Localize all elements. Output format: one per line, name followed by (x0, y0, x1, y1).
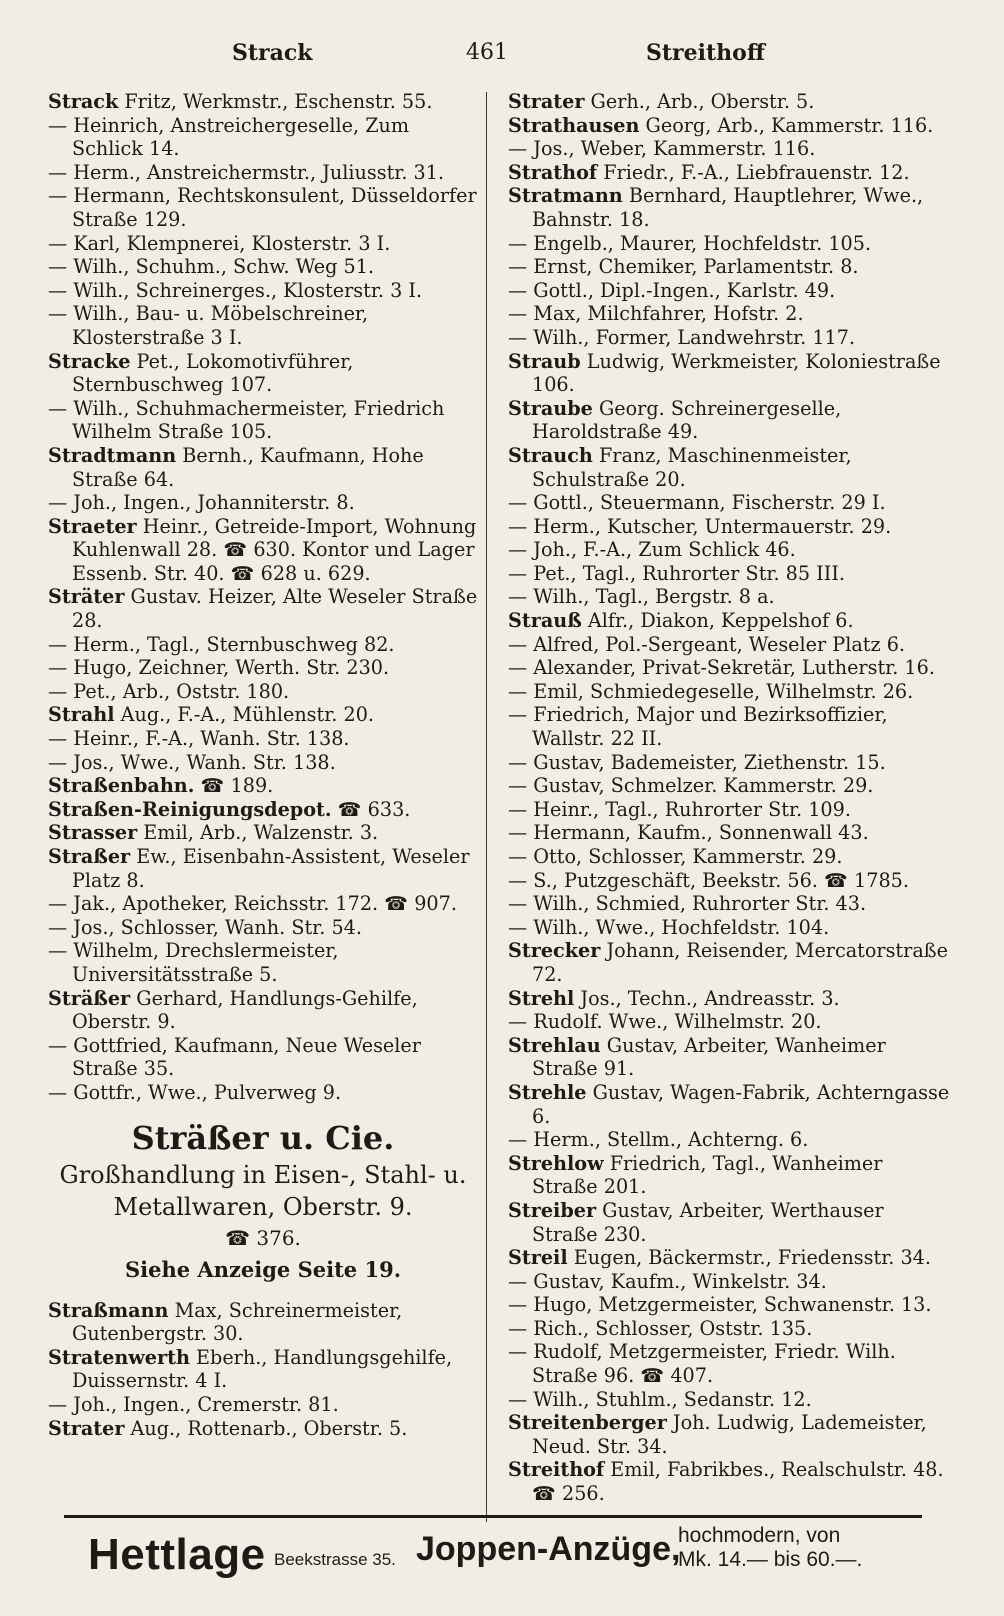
entry-details: — Joh., Ingen., Johanniterstr. 8. (48, 491, 355, 515)
entry-details: — Wilh., Schmied, Ruhrorter Str. 43. (508, 892, 867, 916)
entry-surname: Sträßer (48, 986, 131, 1010)
entry-details: — Joh., Ingen., Cremerstr. 81. (48, 1392, 339, 1416)
directory-entry (48, 703, 478, 727)
directory-entry (508, 1010, 953, 1034)
entry-details: — Wilh., Wwe., Hochfeldstr. 104. (508, 915, 830, 939)
ad-line-2: Metallwaren, Oberstr. 9. (113, 1192, 413, 1221)
entry-details: — Gustav, Bademeister, Ziethenstr. 15. (508, 750, 886, 774)
directory-entry (508, 279, 953, 303)
entry-details: — Pet., Tagl., Ruhrorter Str. 85 III. (508, 561, 846, 585)
entry-details: — Heinrich, Anstreichergeselle, Zum Schlick 14. (48, 113, 410, 161)
footer-side-text (678, 1524, 862, 1572)
directory-entry (48, 161, 478, 185)
right-entries (508, 90, 953, 1506)
entry-details: — Herm., Kutscher, Untermauerstr. 29. (508, 514, 892, 538)
entry-details: — Rudolf. Wwe., Wilhelmstr. 20. (508, 1010, 822, 1034)
left-entries (48, 90, 478, 1105)
ad-line-1: Großhandlung in Eisen-, Stahl- u. (59, 1160, 467, 1189)
entry-details: — Herm., Anstreichermstr., Juliusstr. 31. (48, 160, 445, 184)
directory-entry (48, 585, 478, 632)
directory-entry (508, 515, 953, 539)
entry-details: — Wilhelm, Drechslermeister, Universitätsstraße 5. (48, 939, 339, 986)
directory-entry (508, 680, 953, 704)
right-column (508, 90, 953, 1506)
directory-entry (508, 397, 953, 444)
entry-details: ☎ 189. (194, 774, 274, 798)
entry-surname: Strahl (48, 703, 115, 727)
running-head-left: Strack (232, 40, 313, 66)
directory-entry (508, 609, 953, 633)
entry-surname: Strecker (508, 939, 601, 963)
entry-details: — Jos., Wwe., Wanh. Str. 138. (48, 750, 336, 774)
directory-entry (48, 774, 478, 798)
entry-details: — Alexander, Privat-Sekretär, Lutherstr. 16. (508, 656, 935, 680)
entry-details: — Jak., Apotheker, Reichsstr. 172. ☎ 907. (48, 892, 457, 916)
entry-details: Emil, Arb., Walzenstr. 3. (137, 821, 379, 845)
entry-details: Ludwig, Werkmeister, Koloniestraße 106. (532, 349, 941, 397)
directory-entry (48, 798, 478, 822)
directory-entry (508, 1034, 953, 1081)
entry-details: Bernh., Kaufmann, Hohe Straße 64. (72, 443, 424, 491)
directory-entry (48, 350, 478, 397)
directory-entry (508, 491, 953, 515)
entry-details: — Engelb., Maurer, Hochfeldstr. 105. (508, 231, 872, 255)
entry-surname: Stratenwerth (48, 1345, 190, 1369)
directory-entry (48, 987, 478, 1034)
directory-entry (48, 680, 478, 704)
entry-surname: Sträter (48, 585, 125, 609)
entry-details: — Heinr., F.-A., Wanh. Str. 138. (48, 727, 350, 751)
entry-details: — Hermann, Rechtskonsulent, Düsseldorfer Straße 129. (48, 184, 477, 231)
directory-entry (508, 538, 953, 562)
directory-entry (48, 302, 478, 349)
entry-details: — Wilh., Schuhm., Schw. Weg 51. (48, 255, 375, 279)
entry-details: Aug., F.-A., Mühlenstr. 20. (114, 703, 375, 727)
directory-entry (508, 916, 953, 940)
advertisement (48, 1117, 478, 1285)
entry-details: Bernhard, Hauptlehrer, Wwe., Bahnstr. 18. (532, 184, 924, 231)
entry-surname: Strauch (508, 443, 593, 467)
directory-entry (508, 1317, 953, 1341)
directory-entry (508, 821, 953, 845)
directory-entry (508, 1246, 953, 1270)
entry-surname: Strauß (508, 609, 582, 633)
entry-details: Georg, Arb., Kammerstr. 116. (639, 113, 934, 137)
entry-details: — Friedrich, Major und Bezirksoffizier, Wallstr. 22 II. (508, 703, 888, 751)
ad-phone: ☎ 376. (225, 1225, 301, 1250)
directory-entry (508, 1152, 953, 1199)
directory-entry (508, 1388, 953, 1412)
entry-details: — Karl, Klempnerei, Klosterstr. 3 I. (48, 231, 391, 255)
entry-surname: Strater (508, 90, 585, 113)
directory-entry (48, 727, 478, 751)
entry-details: — Alfred, Pol.-Sergeant, Weseler Platz 6. (508, 632, 905, 656)
entry-details: — Herm., Stellm., Achterng. 6. (508, 1128, 809, 1152)
entry-surname: Stradtmann (48, 443, 177, 467)
directory-entry (508, 892, 953, 916)
left-column (48, 90, 478, 1440)
directory-entry (48, 515, 478, 586)
footer-side-line-2: Mk. 14.— bis 60.—. (678, 1548, 863, 1571)
entry-details: — Wilh., Schuhmachermeister, Friedrich Wilhelm Straße 105. (48, 396, 445, 444)
directory-entry (508, 562, 953, 586)
entry-details: — S., Putzgeschäft, Beekstr. 56. ☎ 1785. (508, 868, 909, 892)
directory-entry (48, 397, 478, 444)
directory-entry (48, 845, 478, 892)
entry-details: — Herm., Tagl., Sternbuschweg 82. (48, 632, 395, 656)
entry-surname: Strehlow (508, 1151, 604, 1175)
directory-entry (508, 798, 953, 822)
entry-surname: Streitenberger (508, 1411, 667, 1435)
entry-details: Gerh., Arb., Oberstr. 5. (584, 90, 815, 113)
directory-entry (508, 326, 953, 350)
directory-entry (48, 1081, 478, 1105)
entry-details: Emil, Fabrikbes., Realschulstr. 48. ☎ 256. (532, 1458, 944, 1506)
directory-entry (48, 1393, 478, 1417)
directory-entry (48, 1346, 478, 1393)
directory-entry (48, 255, 478, 279)
ad-title: Sträßer u. Cie. (131, 1118, 395, 1157)
directory-entry (48, 444, 478, 491)
entry-details: — Joh., F.-A., Zum Schlick 46. (508, 538, 796, 562)
entry-details: Franz, Maschinenmeister, Schulstraße 20. (532, 443, 852, 491)
entry-surname: Strasser (48, 821, 138, 845)
directory-entry (48, 232, 478, 256)
entry-details: Aug., Rottenarb., Oberstr. 5. (124, 1416, 408, 1440)
entry-surname: Strehle (508, 1080, 587, 1104)
directory-entry (48, 184, 478, 231)
directory-entry (48, 939, 478, 986)
directory-entry (508, 1081, 953, 1128)
entry-details: — Gottfried, Kaufmann, Neue Weseler Straße 35. (48, 1033, 421, 1081)
entry-details: — Wilh., Tagl., Bergstr. 8 a. (508, 585, 775, 609)
entry-details: — Wilh., Schreinerges., Klosterstr. 3 I. (48, 278, 423, 302)
directory-entry (508, 774, 953, 798)
directory-entry (508, 444, 953, 491)
entry-details: — Gottl., Steuermann, Fischerstr. 29 I. (508, 491, 886, 515)
entry-details: Eberh., Handlungsgehilfe, Duissernstr. 4 I. (72, 1345, 453, 1393)
entry-details: — Rich., Schlosser, Oststr. 135. (508, 1316, 813, 1340)
entry-details: — Gustav, Schmelzer. Kammerstr. 29. (508, 774, 874, 798)
entry-details: Gustav, Wagen-Fabrik, Achterngasse 6. (532, 1080, 950, 1128)
entry-surname: Straßmann (48, 1298, 169, 1322)
directory-entry (508, 1411, 953, 1458)
directory-entry (508, 184, 953, 231)
entry-surname: Straßen-Reinigungsdepot. (48, 797, 332, 821)
entry-details: — Ernst, Chemiker, Parlamentstr. 8. (508, 255, 859, 279)
directory-entry (508, 1199, 953, 1246)
entry-details: — Wilh., Stuhlm., Sedanstr. 12. (508, 1387, 812, 1411)
entry-details: Alfr., Diakon, Keppelshof 6. (581, 609, 854, 633)
footer-advertisement (88, 1524, 928, 1594)
directory-entry (48, 916, 478, 940)
entry-surname: Streil (508, 1246, 568, 1270)
directory-entry (508, 1128, 953, 1152)
directory-entry (508, 114, 953, 138)
entry-details: Johann, Reisender, Mercatorstraße 72. (532, 939, 948, 986)
entry-surname: Straub (508, 349, 581, 373)
entry-details: ☎ 633. (331, 797, 411, 821)
entry-surname: Strathausen (508, 113, 640, 137)
footer-brand: Hettlage (88, 1530, 266, 1579)
entry-details: — Gottl., Dipl.-Ingen., Karlstr. 49. (508, 278, 836, 302)
entry-details: — Hugo, Metzgermeister, Schwanenstr. 13. (508, 1293, 932, 1317)
entry-details: — Otto, Schlosser, Kammerstr. 29. (508, 845, 843, 868)
directory-entry (508, 585, 953, 609)
directory-entry (508, 656, 953, 680)
entry-surname: Stratmann (508, 184, 623, 208)
entry-details: Ew., Eisenbahn-Assistent, Weseler Platz 8. (72, 845, 470, 892)
directory-entry (508, 1458, 953, 1505)
entry-details: Georg. Schreinergeselle, Haroldstraße 49. (532, 396, 842, 444)
entry-surname: Straßenbahn. (48, 774, 195, 798)
entry-details: Jos., Techn., Andreasstr. 3. (574, 986, 840, 1010)
column-divider (486, 92, 487, 1522)
directory-entry (508, 161, 953, 185)
directory-entry (508, 633, 953, 657)
entry-surname: Stracke (48, 349, 131, 373)
entry-details: Max, Schreinermeister, Gutenbergstr. 30. (72, 1298, 403, 1346)
directory-entry (508, 1340, 953, 1387)
entry-surname: Strehlau (508, 1033, 601, 1057)
entry-details: — Wilh., Bau- u. Möbelschreiner, Klosterstraße 3 I. (48, 302, 369, 349)
entry-surname: Strehl (508, 986, 575, 1010)
directory-entry (48, 90, 478, 114)
entry-details: — Hugo, Zeichner, Werth. Str. 230. (48, 656, 390, 680)
entry-details: — Jos., Schlosser, Wanh. Str. 54. (48, 915, 362, 939)
directory-entry (48, 656, 478, 680)
directory-entry (508, 350, 953, 397)
entry-details: Friedrich, Tagl., Wanheimer Straße 201. (532, 1151, 883, 1199)
entry-details: Gustav, Arbeiter, Werthauser Straße 230. (532, 1198, 884, 1246)
directory-entry (508, 845, 953, 869)
entry-details: — Rudolf, Metzgermeister, Friedr. Wilh. Straße 96. ☎ 407. (508, 1340, 896, 1388)
directory-entry (508, 137, 953, 161)
directory-entry (508, 751, 953, 775)
entry-surname: Streiber (508, 1198, 597, 1222)
directory-entry (48, 114, 478, 161)
entry-details: Gustav. Heizer, Alte Weseler Straße 28. (72, 585, 478, 633)
directory-entry (508, 869, 953, 893)
entry-details: Joh. Ludwig, Lademeister, Neud. Str. 34. (532, 1411, 927, 1458)
directory-entry (508, 90, 953, 114)
entry-surname: Straeter (48, 514, 137, 538)
directory-entry (508, 987, 953, 1011)
directory-entry (508, 232, 953, 256)
directory-entry (48, 279, 478, 303)
running-head-right: Streithoff (646, 40, 765, 66)
directory-entry (48, 633, 478, 657)
entry-details: — Wilh., Former, Landwehrstr. 117. (508, 325, 856, 349)
entry-details: Eugen, Bäckermstr., Friedensstr. 34. (567, 1246, 931, 1270)
entry-details: — Emil, Schmiedegeselle, Wilhelmstr. 26. (508, 679, 914, 703)
entry-details: — Hermann, Kaufm., Sonnenwall 43. (508, 821, 869, 845)
entry-details: — Max, Milchfahrer, Hofstr. 2. (508, 302, 804, 326)
entry-details: — Gottfr., Wwe., Pulverweg 9. (48, 1080, 342, 1104)
directory-entry (508, 255, 953, 279)
entry-details: — Gustav, Kaufm., Winkelstr. 34. (508, 1269, 827, 1293)
entry-surname: Streithof (508, 1458, 605, 1482)
ad-reference: Siehe Anzeige Seite 19. (124, 1256, 402, 1282)
directory-entry (48, 751, 478, 775)
entry-details: — Pet., Arb., Oststr. 180. (48, 679, 290, 703)
entry-surname: Straßer (48, 845, 131, 868)
directory-entry (48, 491, 478, 515)
left-entries-after (48, 1299, 478, 1441)
entry-details: — Heinr., Tagl., Ruhrorter Str. 109. (508, 797, 851, 821)
directory-entry (508, 703, 953, 750)
directory-entry (48, 1417, 478, 1441)
directory-entry (48, 821, 478, 845)
footer-side-line-1: hochmodern, von (678, 1524, 841, 1547)
entry-surname: Strack (48, 90, 119, 113)
entry-details: Gustav, Arbeiter, Wanheimer Straße 91. (532, 1033, 886, 1081)
entry-details: Heinr., Getreide-Import, Wohnung Kuhlenwall 28. ☎ 630. Kontor und Lager Essenb. Str. 40. ☎ 628 u. 629. (72, 514, 477, 585)
entry-details: Fritz, Werkmstr., Eschenstr. 55. (118, 90, 433, 113)
entry-details: Gerhard, Handlungs-Gehilfe, Oberstr. 9. (72, 986, 418, 1034)
entry-details: Pet., Lokomotivführer, Sternbuschweg 107. (72, 349, 354, 397)
entry-details: — Jos., Weber, Kammerstr. 116. (508, 137, 816, 161)
footer-rule (64, 1515, 922, 1518)
entry-surname: Strathof (508, 160, 598, 184)
directory-entry (508, 939, 953, 986)
directory-entry (48, 1034, 478, 1081)
directory-entry (508, 1293, 953, 1317)
page-number: 461 (466, 40, 508, 65)
directory-entry (48, 892, 478, 916)
directory-entry (508, 302, 953, 326)
directory-entry (48, 1299, 478, 1346)
footer-slogan: Joppen-Anzüge, (416, 1530, 681, 1568)
entry-surname: Strater (48, 1416, 125, 1440)
directory-entry (508, 1270, 953, 1294)
footer-address: Beekstrasse 35. (274, 1550, 396, 1569)
entry-surname: Straube (508, 396, 593, 420)
entry-details: Friedr., F.-A., Liebfrauenstr. 12. (597, 160, 910, 184)
